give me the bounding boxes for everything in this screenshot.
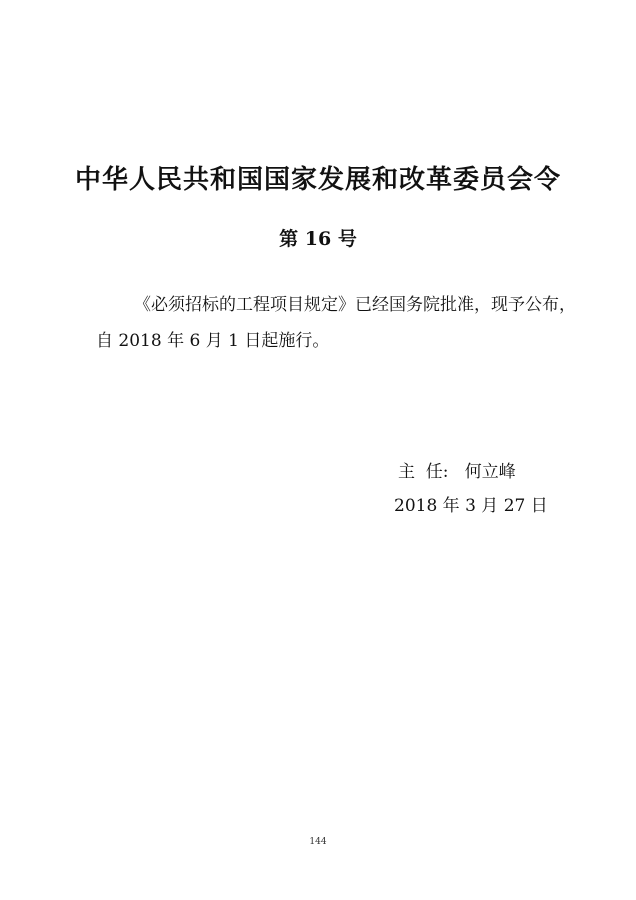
signature-date: 2018 年 3 月 27 日	[394, 496, 548, 516]
paragraph-line-2: 自 2018 年 6 月 1 日起施行。	[96, 331, 330, 351]
paragraph-line-1: 《必须招标的工程项目规定》已经国务院批准，现予公布，	[134, 295, 576, 315]
document-title: 中华人民共和国国家发展和改革委员会令	[74, 165, 561, 195]
order-number: 第 16 号	[279, 228, 357, 250]
signature-director: 主 任: 何立峰	[398, 462, 516, 482]
page-number: 144	[309, 837, 327, 847]
